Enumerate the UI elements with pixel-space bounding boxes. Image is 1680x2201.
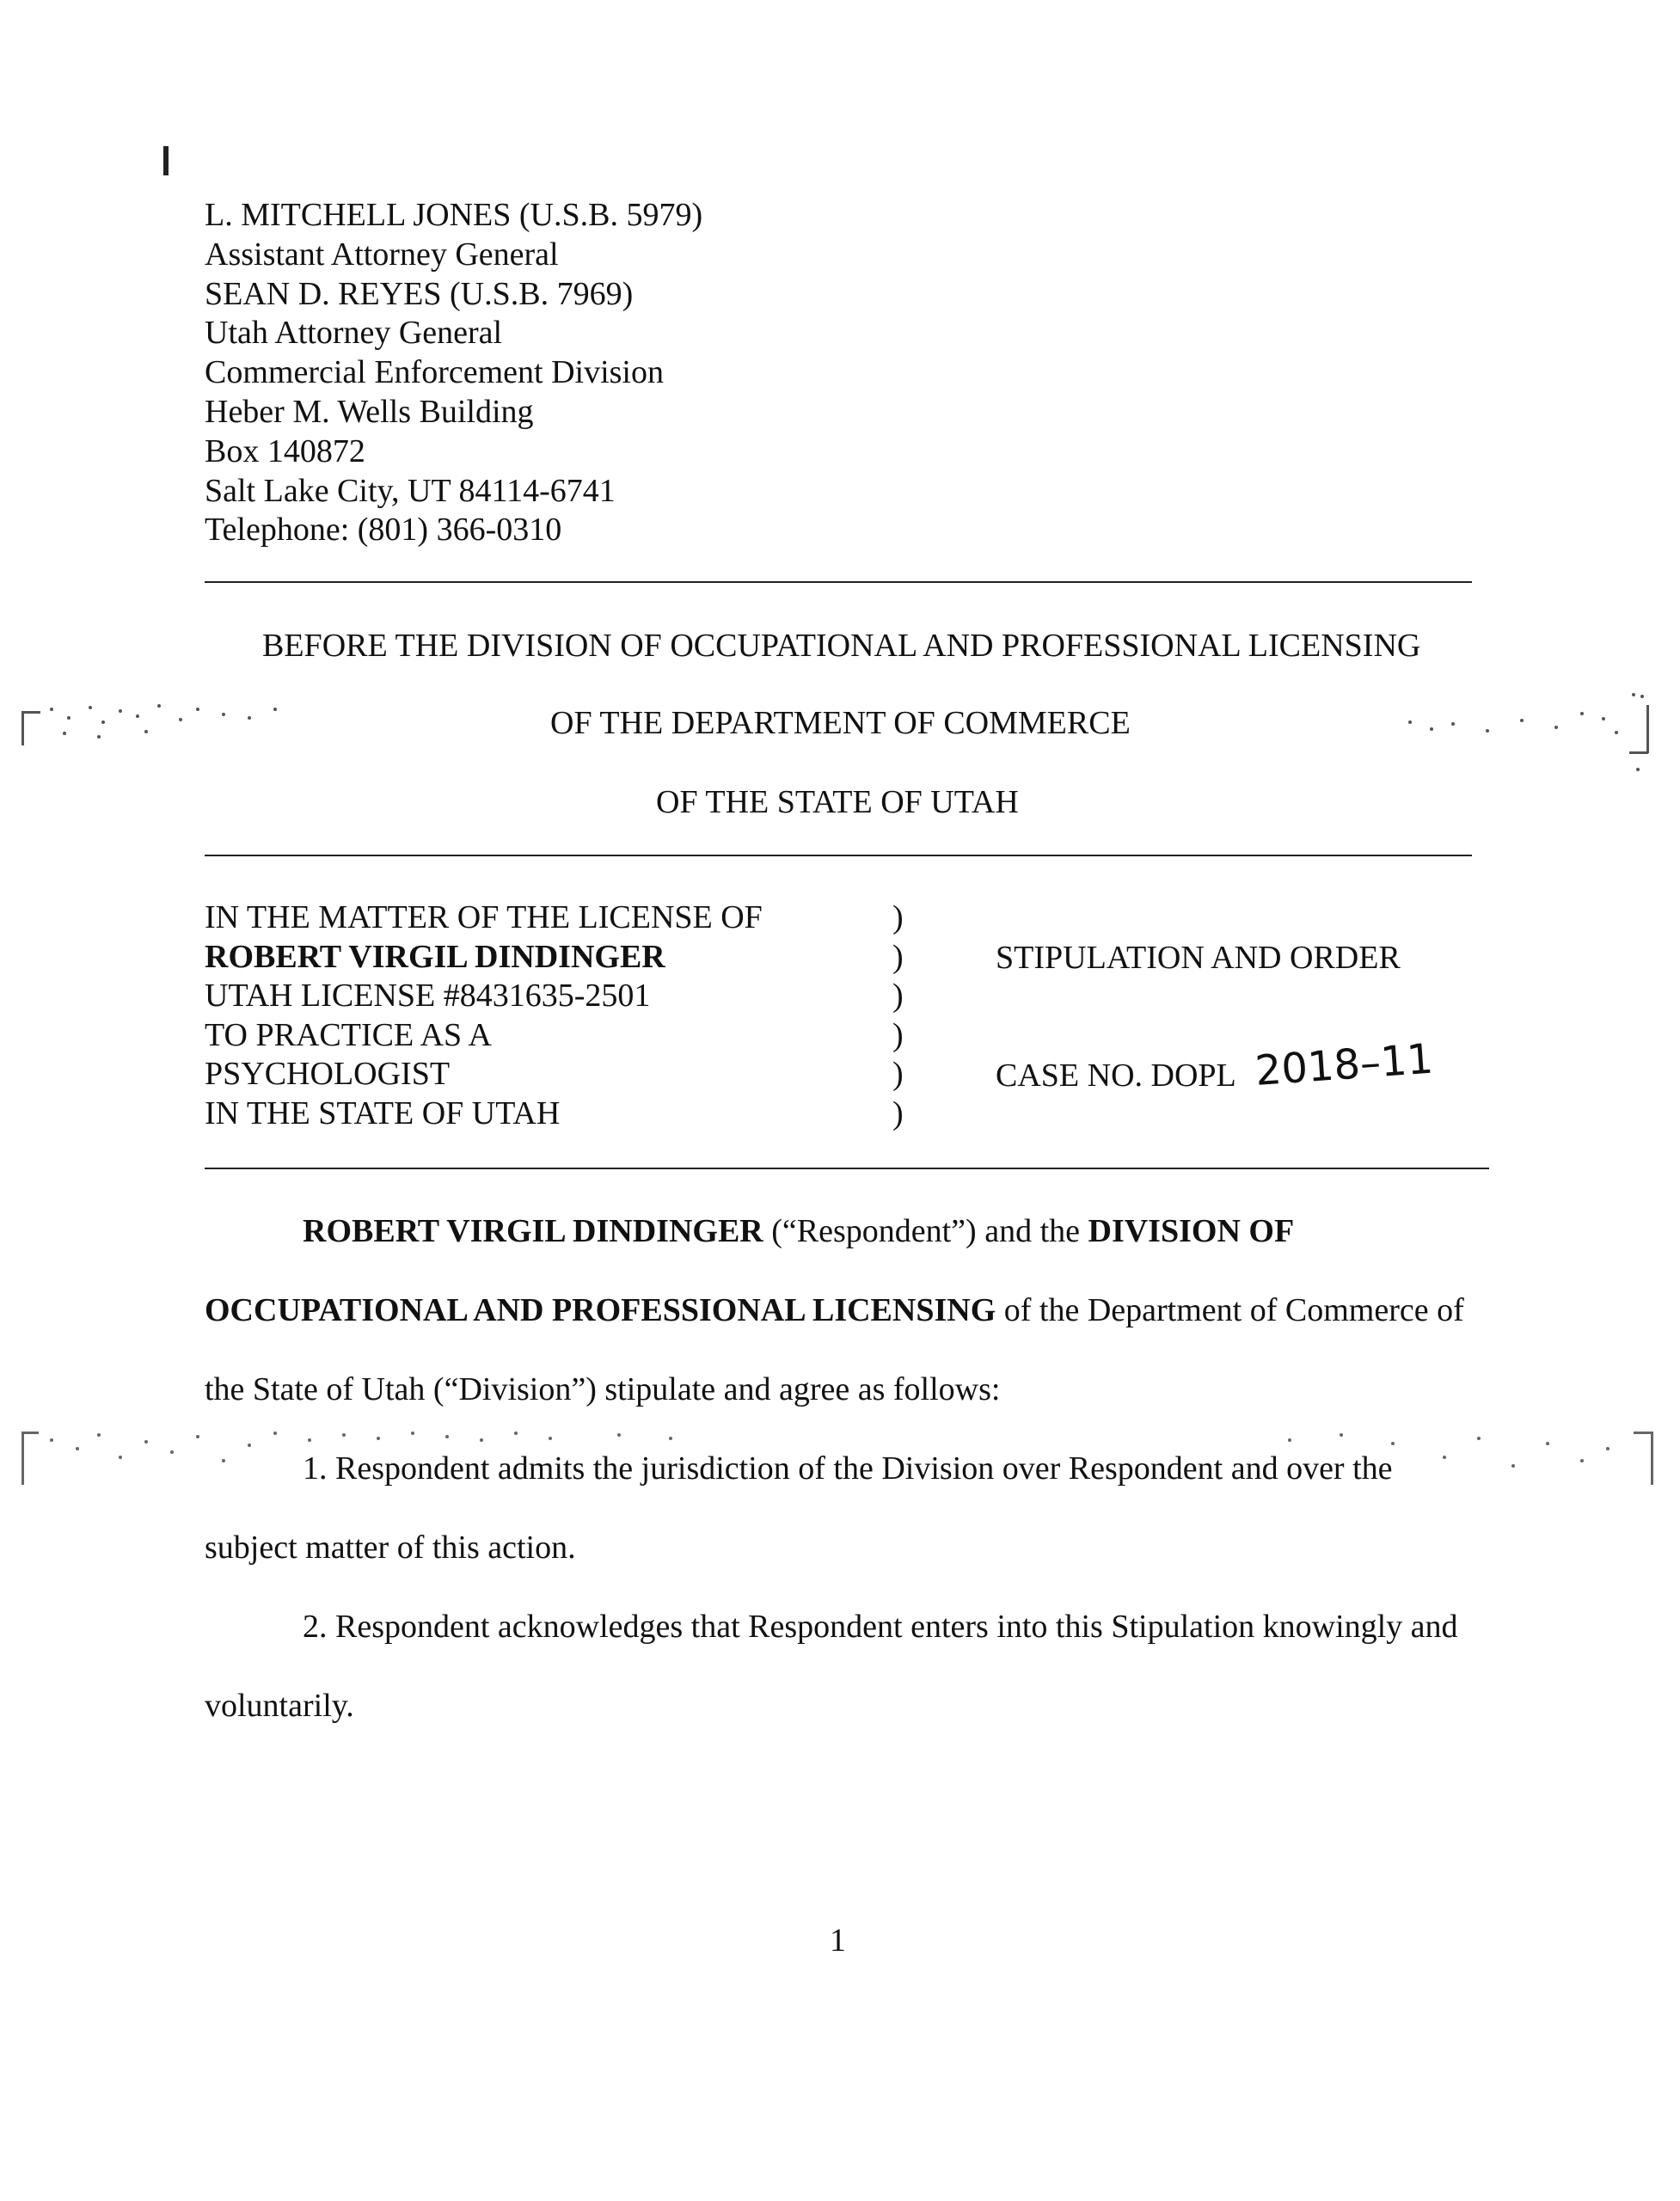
case-number-label: CASE NO. DOPL: [996, 1058, 1236, 1094]
header-line: Telephone: (801) 366-0310: [205, 512, 562, 549]
case-caption: [205, 898, 763, 1133]
paren: ): [892, 1016, 904, 1053]
header-line: Box 140872: [205, 432, 365, 469]
divider-rule: [205, 855, 1472, 856]
header-line: Utah Attorney General: [205, 315, 503, 352]
paragraph-1-line-1: 1. Respondent admits the jurisdiction of the Division over Respondent and over the: [303, 1450, 1393, 1487]
intro-line-1: [303, 1212, 1294, 1250]
paragraph-1-line-2: subject matter of this action.: [205, 1530, 576, 1566]
paren: ): [892, 978, 904, 1014]
intro-line-3: the State of Utah (“Division”) stipulate and agree as follows:: [205, 1371, 1001, 1407]
agency-line-1: BEFORE THE DIVISION OF OCCUPATIONAL AND PROFESSIONAL LICENSING: [262, 628, 1421, 664]
scan-noise: [17, 692, 327, 761]
caption-parentheses: [892, 898, 904, 1133]
caption-line: IN THE MATTER OF THE LICENSE OF: [205, 899, 763, 935]
paren: ): [892, 1094, 904, 1131]
caption-line: UTAH LICENSE #8431635-2501: [205, 978, 651, 1014]
agency-line-3: OF THE STATE OF UTAH: [656, 784, 1019, 820]
divider-rule: [205, 1168, 1489, 1169]
party-respondent: ROBERT VIRGIL DINDINGER: [303, 1213, 763, 1249]
divider-rule: [205, 581, 1472, 583]
paragraph-2-line-1: 2. Respondent acknowledges that Respondent enters into this Stipulation knowingly and: [303, 1609, 1458, 1645]
document-title: STIPULATION AND ORDER: [996, 940, 1401, 976]
intro-text: of the Department of Commerce of: [996, 1292, 1464, 1328]
caption-line: TO PRACTICE AS A: [205, 1016, 492, 1053]
party-division-cont: OCCUPATIONAL AND PROFESSIONAL LICENSING: [205, 1292, 996, 1328]
caption-line: IN THE STATE OF UTAH: [205, 1094, 561, 1131]
header-line: SEAN D. REYES (U.S.B. 7969): [205, 275, 634, 312]
page-number: 1: [830, 1922, 846, 1959]
header-line: L. MITCHELL JONES (U.S.B. 5979): [205, 197, 703, 233]
paren: ): [892, 1056, 904, 1092]
intro-line-2: [205, 1291, 1464, 1329]
paren: ): [892, 938, 904, 975]
paren: ): [892, 899, 904, 935]
party-division: DIVISION OF: [1088, 1213, 1295, 1249]
header-line: Commercial Enforcement Division: [205, 354, 664, 391]
scan-noise: [1393, 688, 1668, 791]
attorney-header: [205, 196, 702, 550]
scan-mark: [163, 146, 169, 175]
caption-line: PSYCHOLOGIST: [205, 1056, 451, 1092]
paragraph-2-line-2: voluntarily.: [205, 1688, 354, 1724]
agency-line-2: OF THE DEPARTMENT OF COMMERCE: [550, 705, 1131, 741]
header-line: Heber M. Wells Building: [205, 393, 534, 430]
respondent-name: ROBERT VIRGIL DINDINGER: [205, 938, 665, 975]
case-number-handwritten: 2018–11: [1254, 1034, 1435, 1095]
intro-text: (“Respondent”) and the: [763, 1213, 1088, 1249]
header-line: Assistant Attorney General: [205, 236, 559, 273]
header-line: Salt Lake City, UT 84114-6741: [205, 472, 616, 509]
